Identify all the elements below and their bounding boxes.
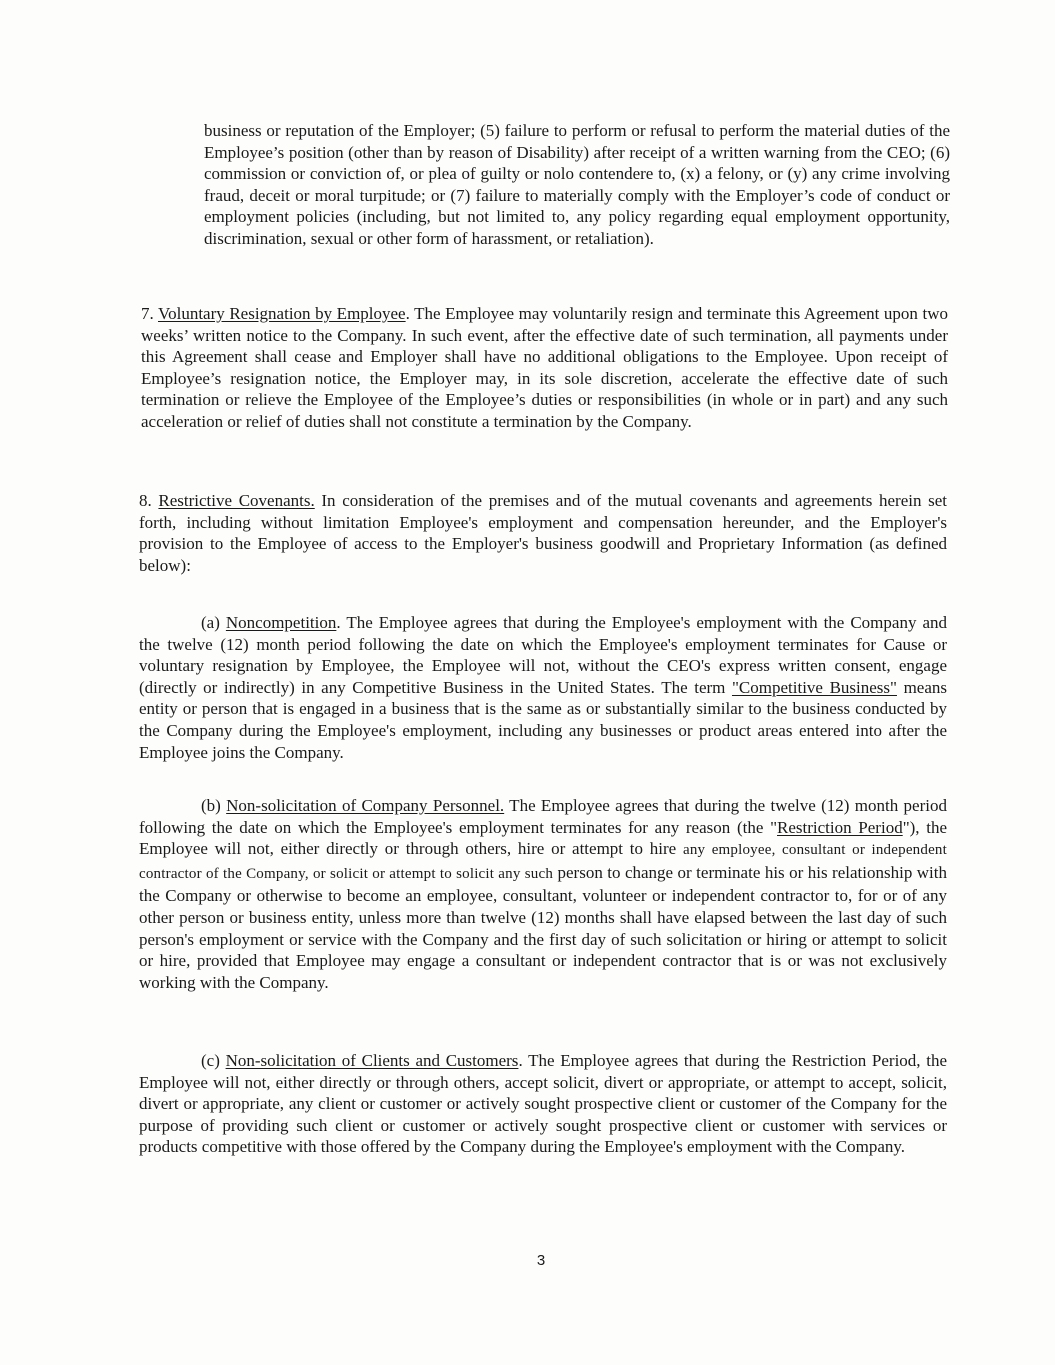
section-7-paragraph	[141, 303, 948, 433]
section-8-body: In consideration of the premises and of the mutual covenants and agreements herein set forth, including without limitation Employee's employment and compensation hereunder, and the Employer's provision to the Employee of access to the Employer's business goodwill and Proprietary Information (as defined below):	[139, 491, 947, 575]
section-8-heading: Restrictive Covenants.	[158, 491, 315, 510]
subsection-c-body: . The Employee agrees that during the Restriction Period, the Employee will not, either directly or through others, accept solicit, divert or appropriate, or attempt to accept, solicit, divert or appropriate, any client or customer or actively sought prospective client or customer of the Company for the purpose of providing such client or customer or actively sought prospective client or customer with services or products competitive with those offered by the Company during the Employee's employment with the Company.	[139, 1051, 948, 1157]
subsection-b-body-3: person to change or terminate his or his relationship with the Company or otherwise to become an employee, consultant, volunteer or independent contractor to, for or of any other person or business entity, unless more than twelve (12) months shall have elapsed between the last day of such person's employment or service with the Company and the first day of such solicitation or hiring or attempt to solicit or hire, provided that Employee may engage a consultant or independent contractor that is or was not exclusively working with the Company.	[139, 862, 947, 992]
subsection-b-label: (b)	[201, 796, 221, 815]
section-7-number: 7.	[141, 304, 154, 323]
section-7-heading: Voluntary Resignation by Employee	[158, 304, 406, 323]
subsection-b-body-2: "), the Employee will not, either directly or through others, hire or attempt to hire	[139, 817, 948, 859]
subsection-c-paragraph	[139, 1050, 947, 1158]
subsection-c-heading: Non-solicitation of Clients and Customers	[225, 1051, 519, 1070]
subsection-a-label: (a)	[201, 613, 220, 632]
subsection-c-label: (c)	[201, 1051, 220, 1070]
subsection-a-heading: Noncompetition	[225, 613, 337, 632]
subsection-b-body-1: The Employee agrees that during the twelve (12) month period following the date on which the Employee's employment terminates for any reason (the "	[139, 796, 947, 837]
subsection-b-body-small: any employee, consultant or independent contractor of the Company, or solicit or attempt to solicit any such	[139, 842, 947, 882]
subsection-a-body-2: means entity or person that is engaged in a business that is the same as or substantially similar to the business conducted by the Company during the Employee's employment, including any businesses or product areas entered into after the Employee joins the Company.	[139, 677, 947, 762]
page-number: 3	[536, 1252, 546, 1269]
section-8-number: 8.	[139, 491, 152, 510]
subsection-b-heading: Non-solicitation of Company Personnel.	[226, 796, 505, 815]
subsection-b-term: Restriction Period	[777, 817, 903, 837]
subsection-a-body-1: . The Employee agrees that during the Employee's employment with the Company and the twelve (12) month period following the date on which the Employee's employment terminates for Cause or voluntary resignation by Employee, the Employee will not, without the CEO's express written consent, engage (directly or indirectly) in any Competitive Business in the United States. The term	[139, 613, 947, 697]
continuation-paragraph: business or reputation of the Employer; (5) failure to perform or refusal to perform the material duties of the Employee’s position (other than by reason of Disability) after receipt of a written warning from the CEO; (6) commission or conviction of, or plea of guilty or nolo contendere to, (x) a felony, or (y) any crime involving fraud, deceit or moral turpitude; or (7) failure to materially comply with the Employer’s code of conduct or employment policies (including, but not limited to, any policy regarding equal employment opportunity, discrimination, sexual or other form of harassment, or retaliation).	[204, 121, 950, 248]
subsection-b-paragraph	[139, 795, 947, 993]
subsection-a-term: "Competitive Business"	[731, 677, 897, 697]
section-7-heading-end: .	[405, 304, 410, 323]
section-8-paragraph	[139, 490, 947, 576]
subsection-a-paragraph	[139, 612, 947, 763]
section-7-body: The Employee may voluntarily resign and terminate this Agreement upon two weeks’ written notice to the Company. In such event, after the effective date of such termination, all payments under this Agreement shall cease and Employer shall have no additional obligations to the Employee. Upon receipt of Employee’s resignation notice, the Employer may, in its sole discretion, accelerate the effective date of such termination or relieve the Employee of the Employee’s duties or responsibilities (in whole or in part) and any such acceleration or relief of duties shall not constitute a termination by the Company.	[141, 304, 948, 431]
